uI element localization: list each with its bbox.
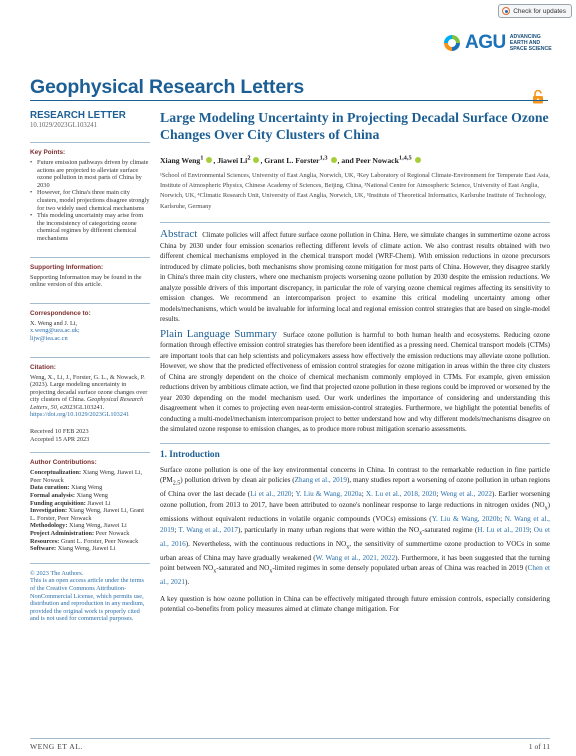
accepted-date: Accepted 15 APR 2023 bbox=[30, 435, 90, 443]
subscript: x bbox=[346, 544, 350, 550]
text-run: , the sensitivity of summertime ozone production to VOCs in some urban areas of China may have gradually weakened ( bbox=[160, 539, 550, 562]
text-run: ), particularly in many urban regions that were within the NO bbox=[237, 525, 420, 534]
contribution-item: Funding acquisition: Jiawei Li bbox=[30, 499, 111, 507]
key-point: • Future emission pathways driven by climate actions are projected to alleviate surface ozone pollution in most parts of China by 2030 bbox=[30, 159, 150, 189]
subscript: x bbox=[544, 505, 548, 512]
sidebar bbox=[30, 110, 150, 623]
article-type: RESEARCH LETTER bbox=[30, 110, 126, 121]
author[interactable]: Grant L. Forster$^{1,3}$ , bbox=[264, 154, 340, 165]
correspondence-email[interactable]: lijw@iea.ac.cn bbox=[30, 334, 68, 342]
license-text[interactable]: This is an open access article under the terms of the Creative Commons Attribution-NonCommercial License, which permits use, distribution and reproduction in any medium, provided the original work is properly cited and is not used for commercial purposes. bbox=[30, 577, 145, 623]
text-run: Surface ozone pollution is one of the key environmental concerns in China. In contrast to the remarkable reduction in fine particle (PM bbox=[160, 465, 550, 485]
citation-link[interactable]: Weng et al., 2022 bbox=[440, 490, 492, 499]
license-copyright: © 2023 The Authors. bbox=[30, 569, 84, 577]
divider bbox=[30, 303, 150, 304]
journal-title[interactable]: Geophysical Research Letters bbox=[30, 76, 305, 98]
subscript: 2.5 bbox=[172, 480, 181, 487]
text-run: -saturated regime ( bbox=[422, 525, 478, 534]
supporting-info-text: Supporting Information may be found in the online version of this article. bbox=[30, 273, 142, 289]
crossmark-icon bbox=[502, 7, 510, 15]
key-points-heading: Key Points: bbox=[30, 149, 66, 156]
key-points-list bbox=[30, 159, 150, 243]
agu-tagline: ADVANCING EARTH AND SPACE SCIENCE bbox=[509, 33, 552, 53]
correspondence-names: X. Weng and J. Li, bbox=[30, 319, 78, 327]
citation-link[interactable]: Li et al., 2020 bbox=[250, 490, 292, 499]
citation-link[interactable]: Chen et al., 2021 bbox=[160, 564, 551, 587]
divider bbox=[30, 563, 150, 564]
divider bbox=[30, 357, 150, 358]
citation-heading: Citation: bbox=[30, 363, 56, 371]
affiliations: ¹School of Environmental Sciences, University of East Anglia, Norwich, UK, ²Key Laboratory of Regional Climate-Environment for Temperate East Asia, Institute of Atmospheric Physics, Chinese Academy of Sciences, Beijing, China, ³National Centre for Atmospheric Science, University of East Anglia, Norwich, UK, ⁴Climatic Research Unit, University of East Anglia, Norwich, UK, ⁵Institute of Theoretical Informatics, Karlsruhe Institute of Technology, Karlsruhe, Germany bbox=[160, 171, 550, 210]
divider bbox=[30, 452, 150, 453]
text-run: ; bbox=[291, 490, 296, 499]
page-number: 1 of 11 bbox=[528, 742, 550, 751]
contribution-item: Investigation: Xiang Weng, Jiawei Li, Grant L. Forster, Peer Nowack bbox=[30, 507, 144, 522]
introduction-heading: 1. Introduction bbox=[160, 449, 220, 460]
text-run: ) emissions without equivalent reductions in volatile organic compounds (VOCs) emissions ( bbox=[160, 500, 550, 523]
abstract-text: Climate policies will affect future surface ozone pollution in China. Here, we simulate changes in summertime ozone across China by 2030 under four emission scenarios reflecting different levels of climate action. We also contrast results obtained with two different chemical mechanisms employed in the chemical transport model (WRF-Chem). With emission reductions in ozone precursors introduced by climate policies, both mechanisms show promising ozone mitigation for most parts of China. However, they disagree starkly in China's three main city clusters, where one mechanism projects worsening ozone pollution by 2030 despite the emission reductions. We analyze possible drivers of this important discrepancy, in particular the role of varying ozone chemical regimes affecting its sensitivity to emission changes. We recommend an intercomparison project to examine this critical modeling uncertainty among other models/mechanisms, which would be invaluable for informing local and regional emission control strategies that are based on single-model results. bbox=[160, 231, 550, 324]
author[interactable]: Xiang Weng$^1$ , bbox=[160, 154, 216, 165]
pls-text: Surface ozone pollution is harmful to both human health and ecosystems. Reducing ozone formation through effective emission control strategies has therefore been identified as a pressing need. Chemical transport models (CTMs) are important tools that can help scientists and policymakers assess how effectively the emission reductions may alleviate ozone pollution. However, we show that the predicted effectiveness of emission control strategies for ozone mitigation in areas within the three city clusters of China are strongly dependent on the choice of chemical mechanism commonly employed in CTMs. For example, given emission reductions driven by ambitious climate action, we find that projected ozone pollution in these regions could be improved or worsened by the year 2030 depending on the model mechanism used. Our work underlines the importance of considering and understanding this disagreement when it comes to projecting even near-term emission-control strategies. Furthermore, we highlight the potential benefits of conducting a multi-model/mechanism intercomparison project to better understand how and why different models/mechanisms disagree on the simulated ozone response to emission changes, as to produce more robust mitigation scenario assessments. bbox=[160, 330, 550, 434]
text-run: ; bbox=[529, 525, 534, 534]
divider bbox=[160, 443, 550, 444]
abstract bbox=[160, 229, 550, 325]
key-point: • However, for China's three main city clusters, model projections disagree strongly for two widely used chemical mechanisms bbox=[30, 189, 150, 212]
agu-wordmark: AGU bbox=[465, 32, 506, 53]
article-title: Large Modeling Uncertainty in Projecting Decadal Surface Ozone Changes Over City Clusters of China bbox=[160, 110, 549, 142]
divider bbox=[30, 142, 150, 143]
citation-text: Weng, X., Li, J., Forster, G. L., & Nowack, P. (2023). Large modeling uncertainty in projecting decadal surface ozone changes over city clusters of China. Geophysical Research Letters, 50, e2023GL103241. https://doi.org/10.1029/2023GL103241 bbox=[30, 373, 148, 419]
supporting-info-heading: Supporting Information: bbox=[30, 263, 104, 271]
contribution-item: Conceptualization: Xiang Weng, Jiawei Li, Peer Nowack bbox=[30, 469, 143, 484]
article-main bbox=[160, 110, 550, 615]
contributions-list bbox=[30, 469, 150, 553]
key-point: • This modeling uncertainty may arise from the inconsistency of categorizing ozone chemical regimes by different chemical mechanisms bbox=[30, 212, 150, 242]
correspondence-heading: Correspondence to: bbox=[30, 309, 91, 317]
subscript: x bbox=[419, 529, 423, 536]
text-run: ; bbox=[436, 490, 441, 499]
citation-link[interactable]: H. Lu et al., 2019 bbox=[477, 525, 530, 534]
text-run: ) pollution driven by clean air policies ( bbox=[180, 476, 295, 485]
citation-doi-link[interactable]: https://doi.org/10.1029/2023GL103241 bbox=[30, 411, 130, 419]
citation-link[interactable]: X. Lu et al., 2018, 2020 bbox=[365, 490, 437, 499]
text-run: ; bbox=[174, 525, 179, 534]
contribution-item: Resources: Grant L. Forster, Peer Nowack bbox=[30, 537, 139, 545]
pls-heading: Plain Language Summary bbox=[160, 327, 278, 340]
plain-language-summary bbox=[160, 329, 550, 435]
introduction-paragraph bbox=[160, 465, 550, 588]
citation-link[interactable]: Y. Liu & Wang, 2020a bbox=[295, 490, 362, 499]
divider bbox=[160, 222, 550, 223]
text-run: ). Earlier worsening ozone pollution, from 2013 to 2017, have been attributed to ozone's nonlinear response to large reductions in nitrogen oxides (NO bbox=[160, 490, 551, 509]
contribution-item: Data curation: Xiang Weng bbox=[30, 484, 103, 492]
orcid-icon[interactable] bbox=[253, 157, 259, 163]
orcid-icon[interactable] bbox=[206, 157, 212, 163]
check-for-updates-button[interactable] bbox=[498, 4, 572, 18]
contribution-item: Formal analysis: Xiang Weng bbox=[30, 492, 108, 500]
text-run: ). Furthermore, it has been suggested that the turning point between NO bbox=[160, 553, 550, 573]
author[interactable]: and Peer Nowack$^{1,4,5}$ bbox=[341, 156, 421, 165]
orcid-icon[interactable] bbox=[415, 157, 421, 163]
agu-logo bbox=[443, 32, 552, 54]
citation-link[interactable]: Ou et al., 2016 bbox=[160, 525, 551, 548]
text-run: ; bbox=[500, 514, 505, 523]
page-footer bbox=[30, 738, 550, 751]
text-run: -limited regimes in some densely populated urban areas of China was reached in 2019 ( bbox=[272, 564, 528, 573]
abstract-heading: Abstract bbox=[160, 228, 198, 241]
divider bbox=[30, 257, 150, 258]
text-run: ), many studies report a worsening of ozone pollution in urban regions of China over the last decade ( bbox=[160, 476, 550, 499]
author[interactable]: Jiawei Li$^2$ , bbox=[217, 154, 263, 165]
correspondence-email[interactable]: x.weng@uea.ac.uk; bbox=[30, 327, 80, 335]
subscript: x bbox=[213, 568, 217, 575]
header-rule bbox=[30, 100, 548, 101]
check-for-updates-label: Check for updates bbox=[513, 7, 566, 15]
orcid-icon[interactable] bbox=[331, 157, 337, 163]
text-run: ; bbox=[361, 490, 366, 499]
received-date: Received 10 FEB 2023 bbox=[30, 428, 89, 436]
subscript: x bbox=[269, 568, 273, 575]
contribution-item: Methodology: Xiang Weng, Jiawei Li bbox=[30, 522, 127, 530]
agu-globe-icon bbox=[443, 34, 461, 52]
doi[interactable]: 10.1029/2023GL103241 bbox=[30, 122, 98, 129]
text-run: ). bbox=[184, 578, 190, 587]
author-list bbox=[160, 153, 550, 165]
citation-link[interactable]: W. Wang et al., 2021, 2022 bbox=[315, 553, 396, 562]
introduction-paragraph: A key question is how ozone pollution in China can be effectively mitigated through future emission controls, especially considering potential co-benefits from policy measures aimed at climate change mitigation. For bbox=[160, 594, 550, 614]
citation-link[interactable]: N. Wang et al., 2019 bbox=[160, 514, 550, 534]
text-run: ). Nevertheless, with the continuous reductions in NO bbox=[185, 539, 347, 548]
running-head: WENG ET AL. bbox=[30, 742, 83, 751]
open-access-lock-icon bbox=[531, 90, 545, 104]
contribution-item: Software: Xiang Weng, Jiawei Li bbox=[30, 545, 116, 553]
contributions-heading: Author Contributions: bbox=[30, 459, 97, 467]
citation-link[interactable]: Y. Liu & Wang, 2020b bbox=[431, 514, 501, 523]
text-run: -saturated and NO bbox=[216, 564, 270, 573]
dates bbox=[30, 428, 150, 443]
citation-link[interactable]: T. Wang et al., 2017 bbox=[178, 525, 238, 534]
citation-link[interactable]: Zhang et al., 2019 bbox=[294, 476, 347, 485]
contribution-item: Project Administration: Peer Nowack bbox=[30, 530, 130, 537]
